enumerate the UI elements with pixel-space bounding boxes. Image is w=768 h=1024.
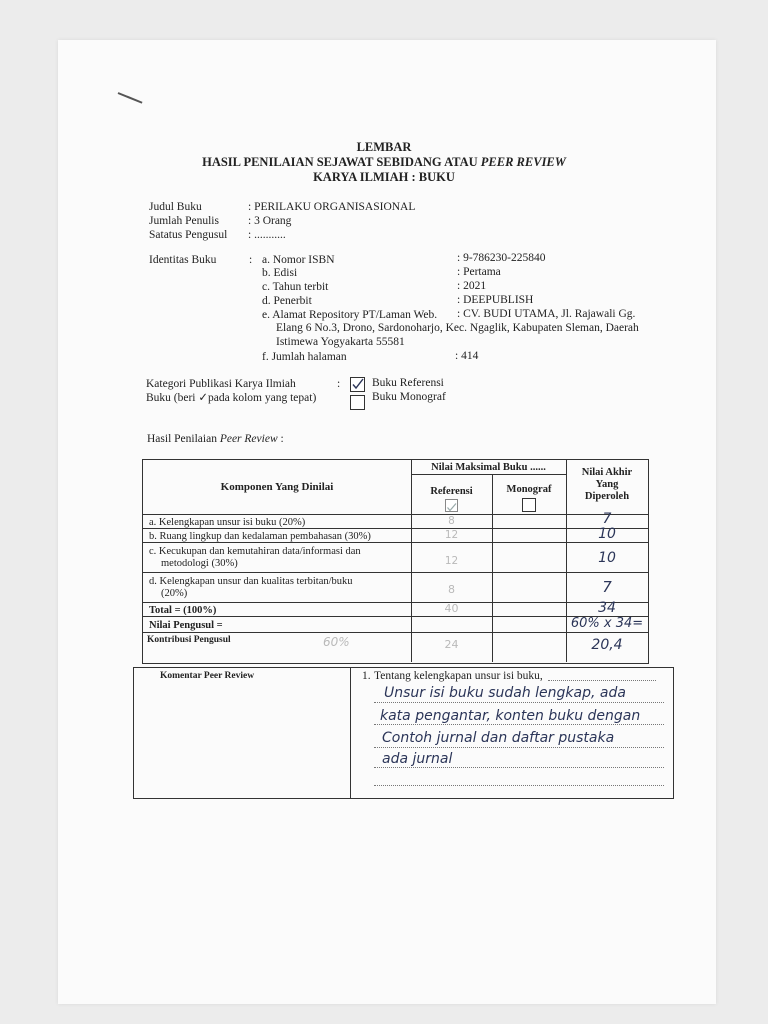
referensi-checkbox[interactable] <box>350 377 365 392</box>
dotted-line-1 <box>374 702 664 703</box>
referensi-table-checkbox[interactable] <box>445 499 458 512</box>
comment-hand-2: kata pengantar, konten buku dengan <box>380 708 641 724</box>
hasil-label-text: Hasil Penilaian <box>147 433 220 445</box>
row-b-label: b. Ruang lingkup dan kedalaman pembahasan (30%) <box>149 531 371 542</box>
row-line-b <box>143 542 648 543</box>
row-d-akhir: 7 <box>602 578 612 596</box>
row-c-akhir: 10 <box>598 550 616 566</box>
comment-hand-1: Unsur isi buku sudah lengkap, ada <box>384 685 626 701</box>
edisi-value: : Pertama <box>457 266 501 278</box>
header-akhir-1: Nilai Akhir <box>581 467 633 478</box>
dotted-line-4 <box>374 767 664 768</box>
row-d-ref: 8 <box>448 583 455 596</box>
row-a-ref: 8 <box>448 515 455 527</box>
alamat-label: e. Alamat Repository PT/Laman Web. <box>262 309 438 321</box>
row-a-akhir: 7 <box>602 511 612 527</box>
total-label: Total = (100%) <box>149 605 217 616</box>
status-label: Satatus Pengusul <box>149 229 228 241</box>
total-ref: 40 <box>444 602 459 615</box>
isbn-value: : 9-786230-225840 <box>457 252 546 264</box>
halaman-label: f. Jumlah halaman <box>262 351 347 363</box>
hasil-label <box>147 433 284 446</box>
monograf-table-checkbox[interactable] <box>522 498 536 512</box>
kategori-colon: : <box>337 378 341 390</box>
row-c-label: c. Kecukupan dan kemutahiran data/informasi dan <box>149 546 361 557</box>
opt-monograf-label: Buku Monograf <box>372 391 446 403</box>
row-line-sub <box>411 474 566 475</box>
identitas-colon: : <box>249 254 253 266</box>
row-a-label: a. Kelengkapan unsur isi buku (20%) <box>149 517 306 528</box>
tahun-label: c. Tahun terbit <box>262 281 329 293</box>
isbn-label: a. Nomor ISBN <box>262 254 335 266</box>
monograf-checkbox[interactable] <box>350 395 365 410</box>
opt-referensi-label: Buku Referensi <box>372 377 444 389</box>
penerbit-label: d. Penerbit <box>262 295 312 307</box>
kontribusi-ref: 24 <box>444 638 459 651</box>
comment-hand-4: ada jurnal <box>382 751 453 767</box>
identitas-label: Identitas Buku <box>149 254 217 266</box>
halaman-value: : 414 <box>455 350 479 362</box>
hasil-label-colon: : <box>277 433 284 445</box>
pengusul-label: Nilai Pengusul = <box>149 620 223 631</box>
dotted-line-3 <box>374 747 664 748</box>
dotted-line-5 <box>374 785 664 786</box>
dotted-line-0 <box>548 680 656 681</box>
header-komponen: Komponen Yang Dinilai <box>220 481 334 493</box>
judul-label: Judul Buku <box>149 201 202 213</box>
row-b-ref: 12 <box>444 529 459 541</box>
kategori-label-1: Kategori Publikasi Karya Ilmiah <box>146 378 296 390</box>
header-referensi: Referensi <box>430 486 473 497</box>
title-hasil <box>0 155 768 170</box>
row-b-akhir: 10 <box>598 526 616 542</box>
row-line-pengusul <box>143 632 648 633</box>
check-icon <box>446 502 457 513</box>
edisi-label: b. Edisi <box>262 267 298 279</box>
header-nilai-maks: Nilai Maksimal Buku ...... <box>431 462 546 473</box>
total-akhir: 34 <box>598 600 616 616</box>
komentar-header: Komentar Peer Review <box>160 671 255 681</box>
alamat-value-2: Elang 6 No.3, Drono, Sardonoharjo, Kec. Ngaglik, Kabupaten Sleman, Daerah <box>276 322 639 334</box>
jumlah-value: : 3 Orang <box>248 215 292 227</box>
row-d-label: d. Kelengkapan unsur dan kualitas terbitan/buku <box>149 576 353 587</box>
kontribusi-label: Kontribusi Pengusul <box>147 635 231 645</box>
row-c-ref: 12 <box>444 555 459 567</box>
komentar-item-label: Tentang kelengkapan unsur isi buku, <box>374 670 543 682</box>
comment-hand-3: Contoh jurnal dan daftar pustaka <box>382 730 615 746</box>
header-akhir-3: Diperoleh <box>584 491 630 502</box>
tahun-value: : 2021 <box>457 280 487 292</box>
jumlah-label: Jumlah Penulis <box>149 215 219 227</box>
judul-value: : PERILAKU ORGANISASIONAL <box>248 201 416 213</box>
penilaian-table <box>142 459 649 664</box>
title-lembar: LEMBAR <box>356 140 412 154</box>
kontribusi-akhir: 20,4 <box>591 637 623 653</box>
komentar-item-num: 1. <box>362 670 371 682</box>
hasil-label-peer: Peer Review <box>219 433 278 445</box>
header-akhir-2: Yang <box>595 479 619 490</box>
komentar-box <box>133 667 674 799</box>
penerbit-value: : DEEPUBLISH <box>457 294 534 306</box>
title-hasil-text: HASIL PENILAIAN SEJAWAT SEBIDANG ATAU <box>202 155 481 169</box>
dotted-line-2 <box>374 724 664 725</box>
row-c-label-2: metodologi (30%) <box>161 558 238 569</box>
row-d-label-2: (20%) <box>161 588 188 599</box>
komentar-divider <box>350 668 351 798</box>
check-icon <box>351 378 364 391</box>
header-monograf: Monograf <box>506 484 552 495</box>
pengusul-akhir: 60% x 34= <box>570 616 644 631</box>
row-line-c <box>143 572 648 573</box>
kategori-label-2: Buku (beri ✓pada kolom yang tepat) <box>146 392 317 404</box>
alamat-value-3: Istimewa Yogyakarta 55581 <box>276 336 405 348</box>
title-peer-review: PEER REVIEW <box>480 155 566 169</box>
alamat-value-1: : CV. BUDI UTAMA, Jl. Rajawali Gg. <box>457 308 636 320</box>
status-value: : ........... <box>248 229 286 241</box>
title-karya: KARYA ILMIAH : BUKU <box>313 170 455 184</box>
kontribusi-note: 60% <box>323 635 350 649</box>
col-line-2 <box>492 474 493 662</box>
